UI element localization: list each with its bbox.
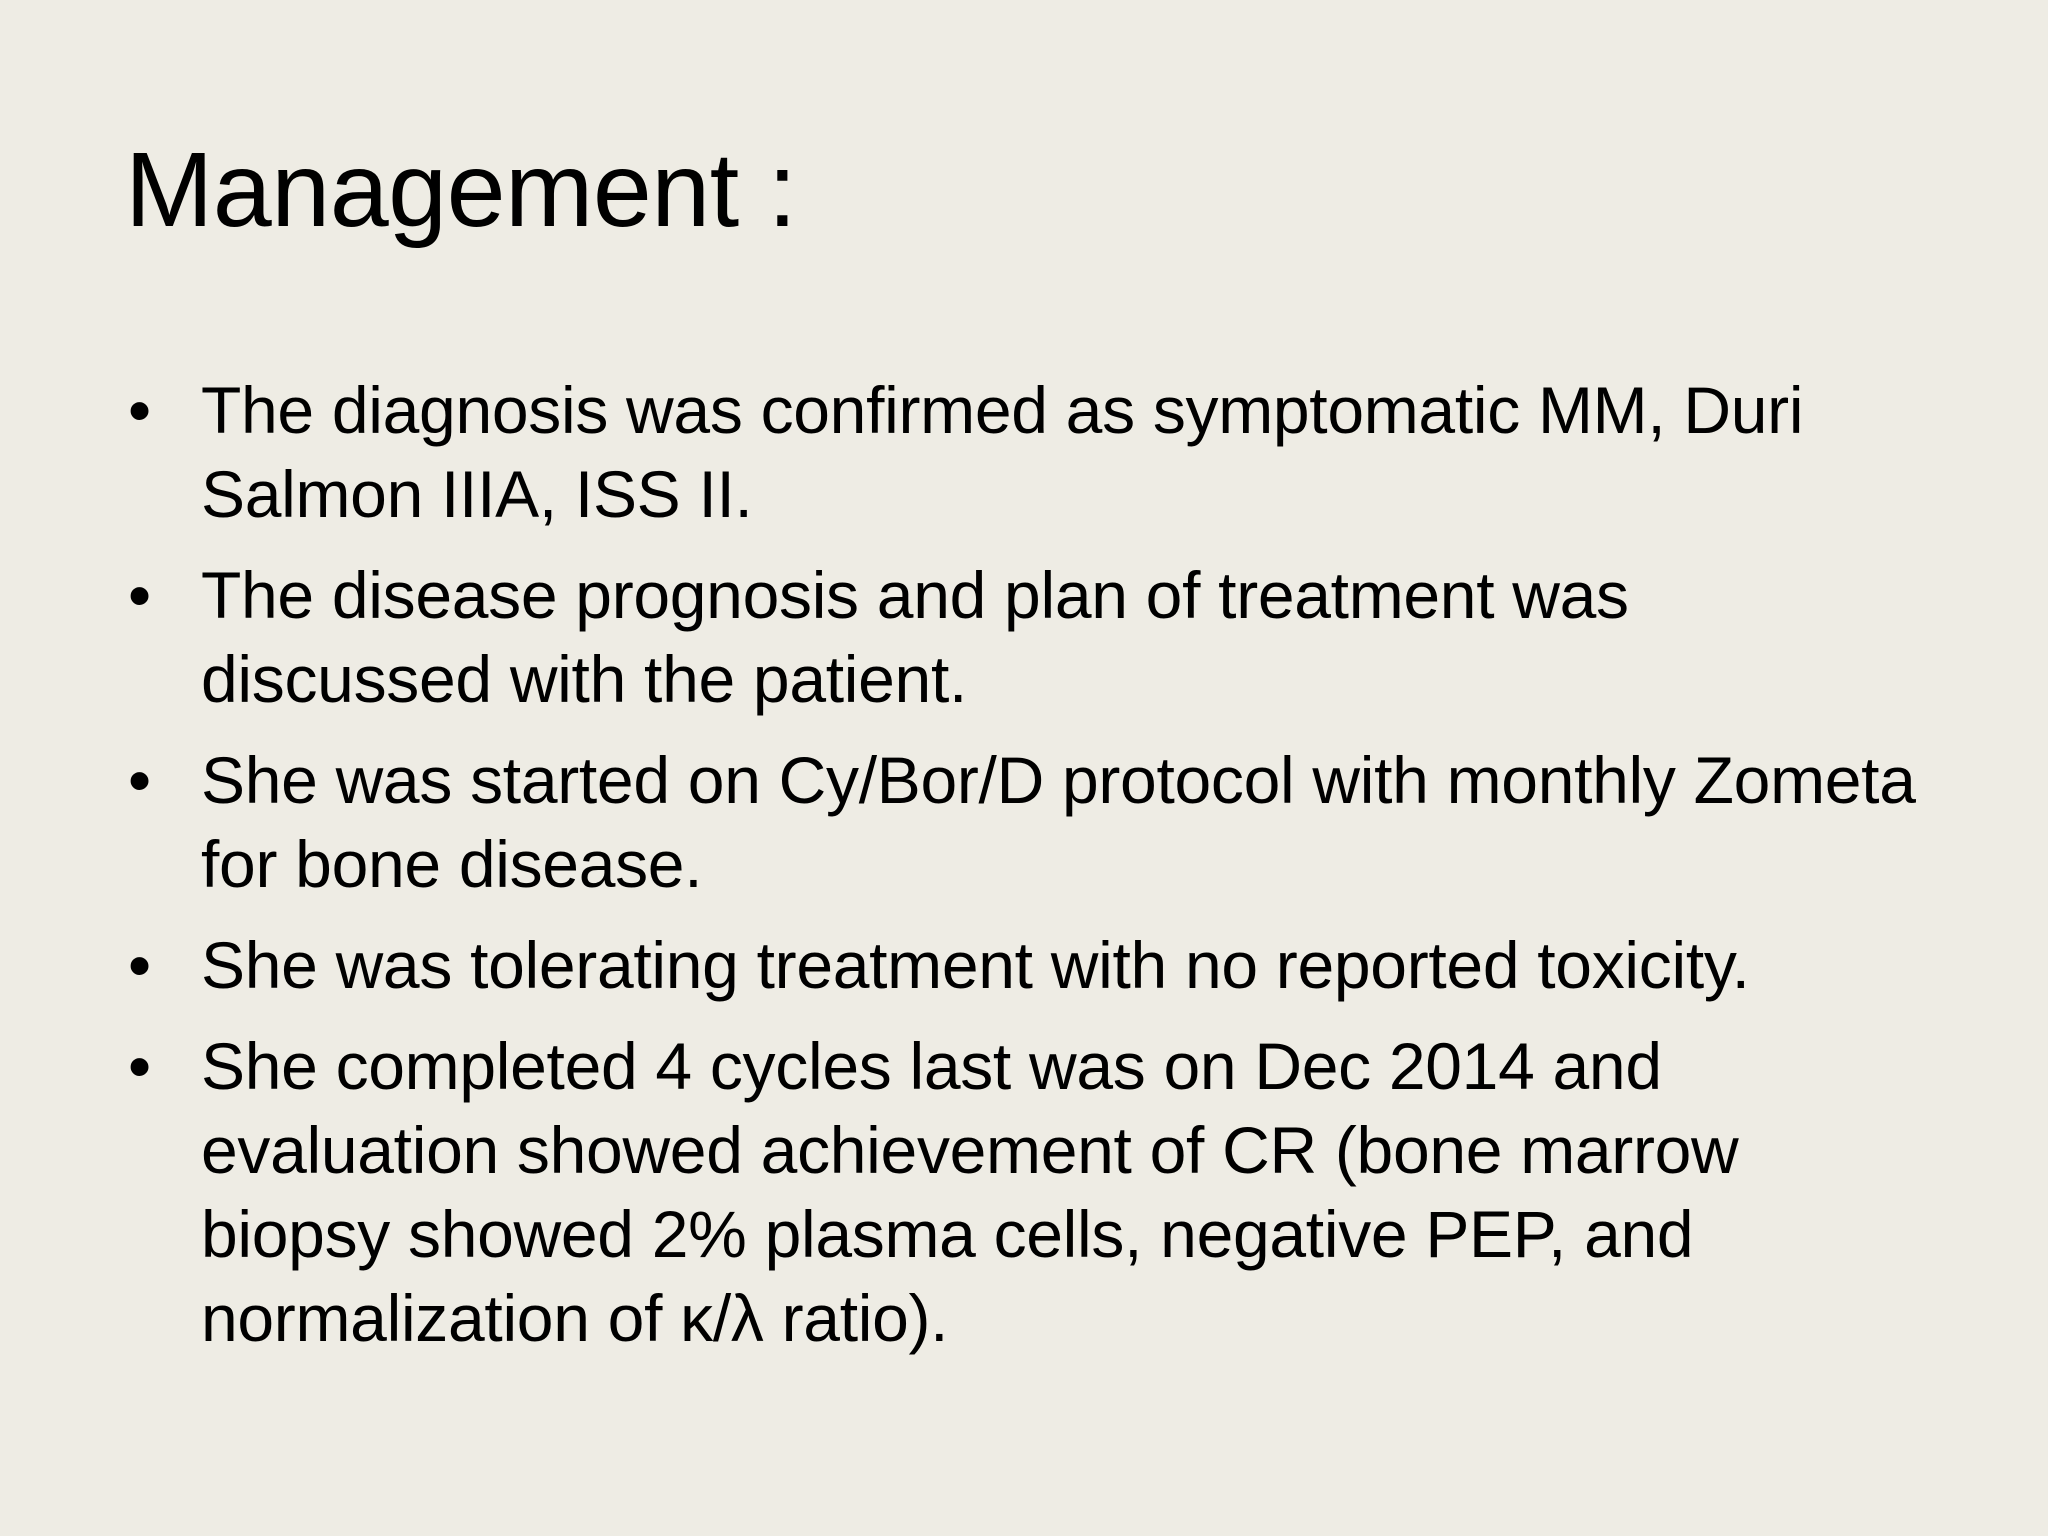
bullet-dot-icon: • bbox=[128, 928, 151, 1002]
bullet-item bbox=[125, 553, 1925, 721]
slide-title: Management : bbox=[125, 131, 797, 249]
bullet-item bbox=[125, 738, 1925, 906]
bullet-text: She completed 4 cycles last was on Dec 2014 and evaluation showed achievement of CR (bone marrow biopsy showed 2% plasma cells, negative PEP, and normalization of κ/λ ratio). bbox=[201, 1029, 1739, 1355]
bullet-item bbox=[125, 923, 1925, 1007]
bullet-text: She was tolerating treatment with no reported toxicity. bbox=[201, 928, 1750, 1002]
bullet-text: The diagnosis was confirmed as symptomatic MM, Duri Salmon IIIA, ISS II. bbox=[201, 373, 1804, 531]
bullet-dot-icon: • bbox=[128, 558, 151, 632]
bullet-list bbox=[125, 368, 1925, 1377]
bullet-text: The disease prognosis and plan of treatment was discussed with the patient. bbox=[201, 558, 1629, 716]
bullet-item bbox=[125, 1024, 1925, 1360]
bullet-dot-icon: • bbox=[128, 743, 151, 817]
bullet-dot-icon: • bbox=[128, 1029, 151, 1103]
bullet-dot-icon: • bbox=[128, 373, 151, 447]
bullet-text: She was started on Cy/Bor/D protocol with monthly Zometa for bone disease. bbox=[201, 743, 1916, 901]
bullet-item bbox=[125, 368, 1925, 536]
